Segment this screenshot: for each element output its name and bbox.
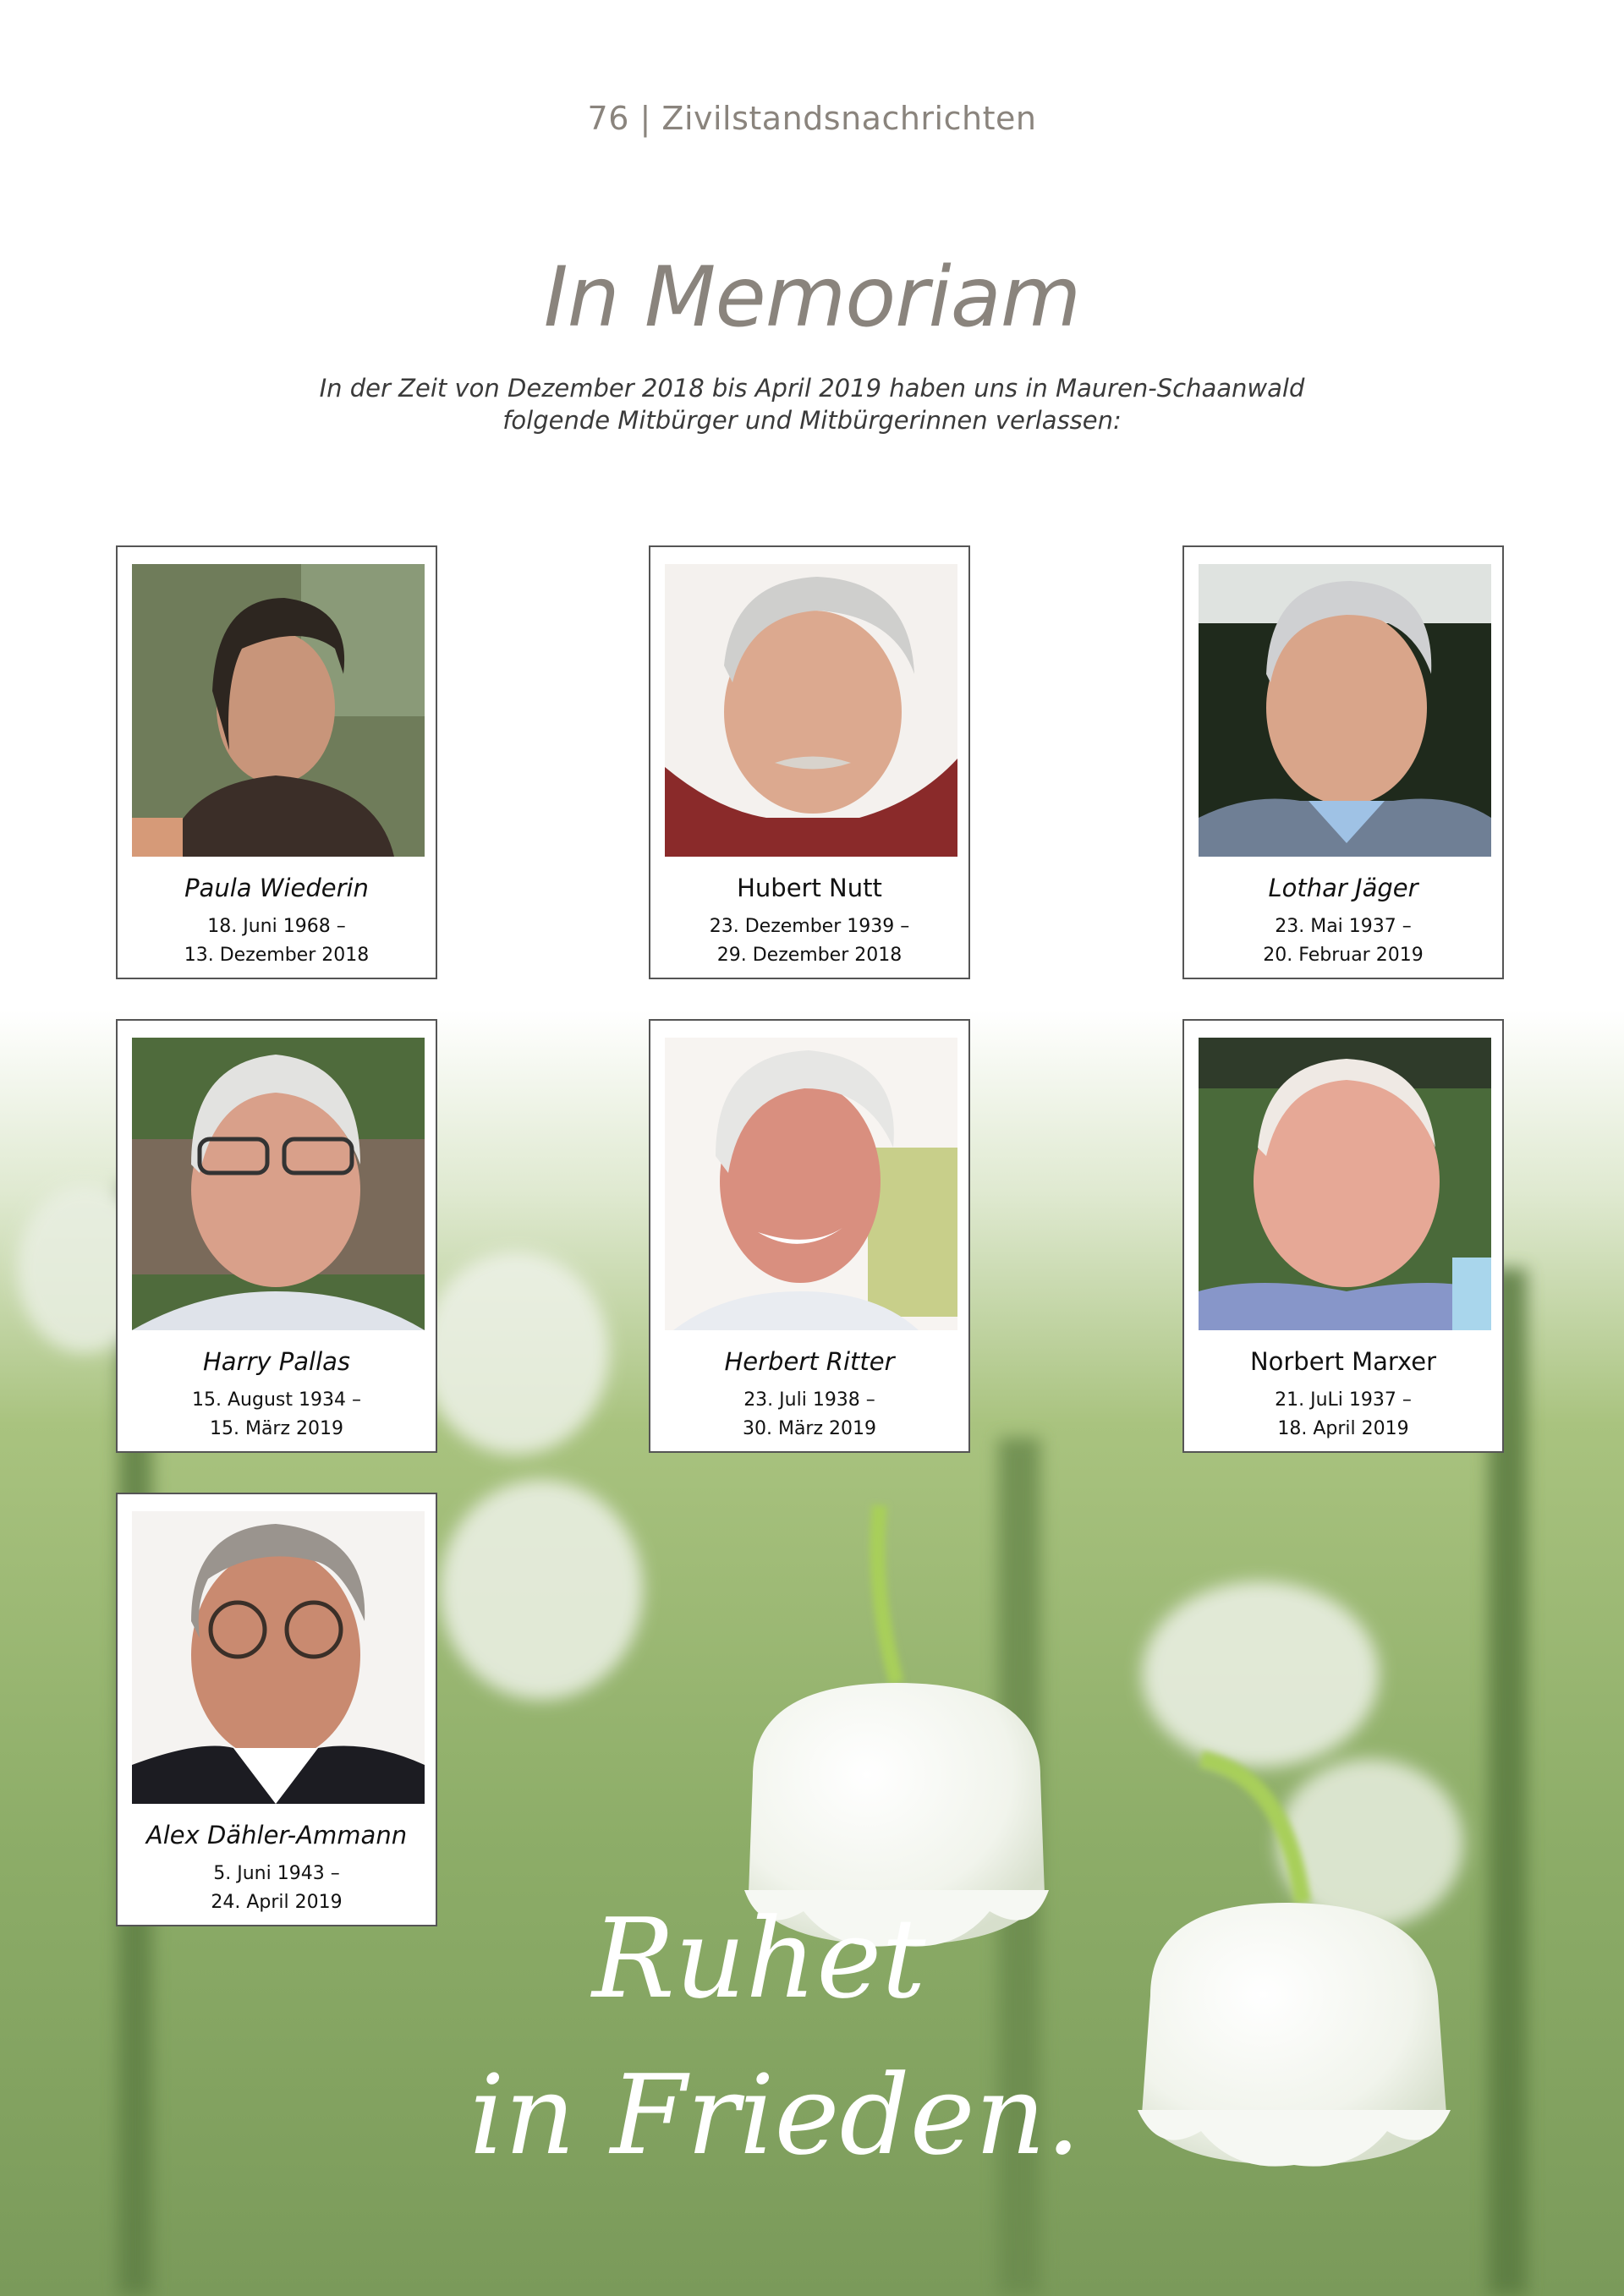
- person-name: Harry Pallas: [202, 1347, 351, 1376]
- memorial-card: [116, 545, 437, 979]
- closing-line-1: Ruhet: [592, 1894, 926, 2023]
- portrait-photo: [1199, 1038, 1491, 1330]
- person-name: Paula Wiederin: [184, 874, 369, 902]
- life-dates: [118, 1860, 436, 1917]
- person-name: Herbert Ritter: [724, 1347, 895, 1376]
- memorial-card: [649, 545, 970, 979]
- intro-line-2: folgende Mitbürger und Mitbürgerinnen verlassen:: [502, 406, 1122, 435]
- page-number: 76: [587, 100, 629, 137]
- intro-line-1: In der Zeit von Dezember 2018 bis April 2019 haben uns in Mauren-Schaanwald: [319, 374, 1305, 403]
- birth-date: 15. August 1934 –: [192, 1389, 361, 1411]
- life-dates: [650, 1386, 968, 1444]
- portrait-photo: [665, 1038, 957, 1330]
- life-dates: [118, 1386, 436, 1444]
- memorial-card: [649, 1019, 970, 1453]
- intro-text: [220, 372, 1404, 436]
- birth-date: 21. JuLi 1937 –: [1275, 1389, 1412, 1411]
- death-date: 15. März 2019: [209, 1418, 344, 1439]
- birth-date: 23. Dezember 1939 –: [709, 916, 910, 937]
- portrait-photo: [132, 1038, 425, 1330]
- death-date: 13. Dezember 2018: [184, 945, 370, 966]
- portrait-photo: [132, 564, 425, 857]
- life-dates: [650, 912, 968, 970]
- memorial-card: [116, 1019, 437, 1453]
- person-name: Lothar Jäger: [1268, 874, 1418, 902]
- person-name: Norbert Marxer: [1249, 1347, 1437, 1376]
- death-date: 18. April 2019: [1277, 1418, 1409, 1439]
- life-dates: [1184, 1386, 1502, 1444]
- birth-date: 23. Juli 1938 –: [743, 1389, 875, 1411]
- life-dates: [1184, 912, 1502, 970]
- memorial-card: [1182, 545, 1504, 979]
- death-date: 30. März 2019: [742, 1418, 877, 1439]
- person-name: Hubert Nutt: [737, 874, 882, 902]
- portrait-photo: [665, 564, 957, 857]
- portrait-photo: [132, 1511, 425, 1804]
- memorial-card: [116, 1493, 437, 1926]
- page-title: In Memoriam: [543, 249, 1081, 346]
- birth-date: 5. Juni 1943 –: [213, 1863, 340, 1884]
- life-dates: [118, 912, 436, 970]
- header-separator: |: [639, 100, 651, 137]
- memorial-card: [1182, 1019, 1504, 1453]
- page-header: [0, 100, 1624, 137]
- death-date: 29. Dezember 2018: [716, 945, 903, 966]
- person-name: Alex Dähler-Ammann: [145, 1821, 408, 1849]
- portrait-photo: [1199, 564, 1491, 857]
- closing-line-2: in Frieden.: [469, 2051, 1081, 2179]
- section-name: Zivilstandsnachrichten: [661, 100, 1037, 137]
- birth-date: 18. Juni 1968 –: [207, 916, 346, 937]
- birth-date: 23. Mai 1937 –: [1275, 916, 1412, 937]
- death-date: 24. April 2019: [211, 1892, 343, 1913]
- death-date: 20. Februar 2019: [1263, 945, 1424, 966]
